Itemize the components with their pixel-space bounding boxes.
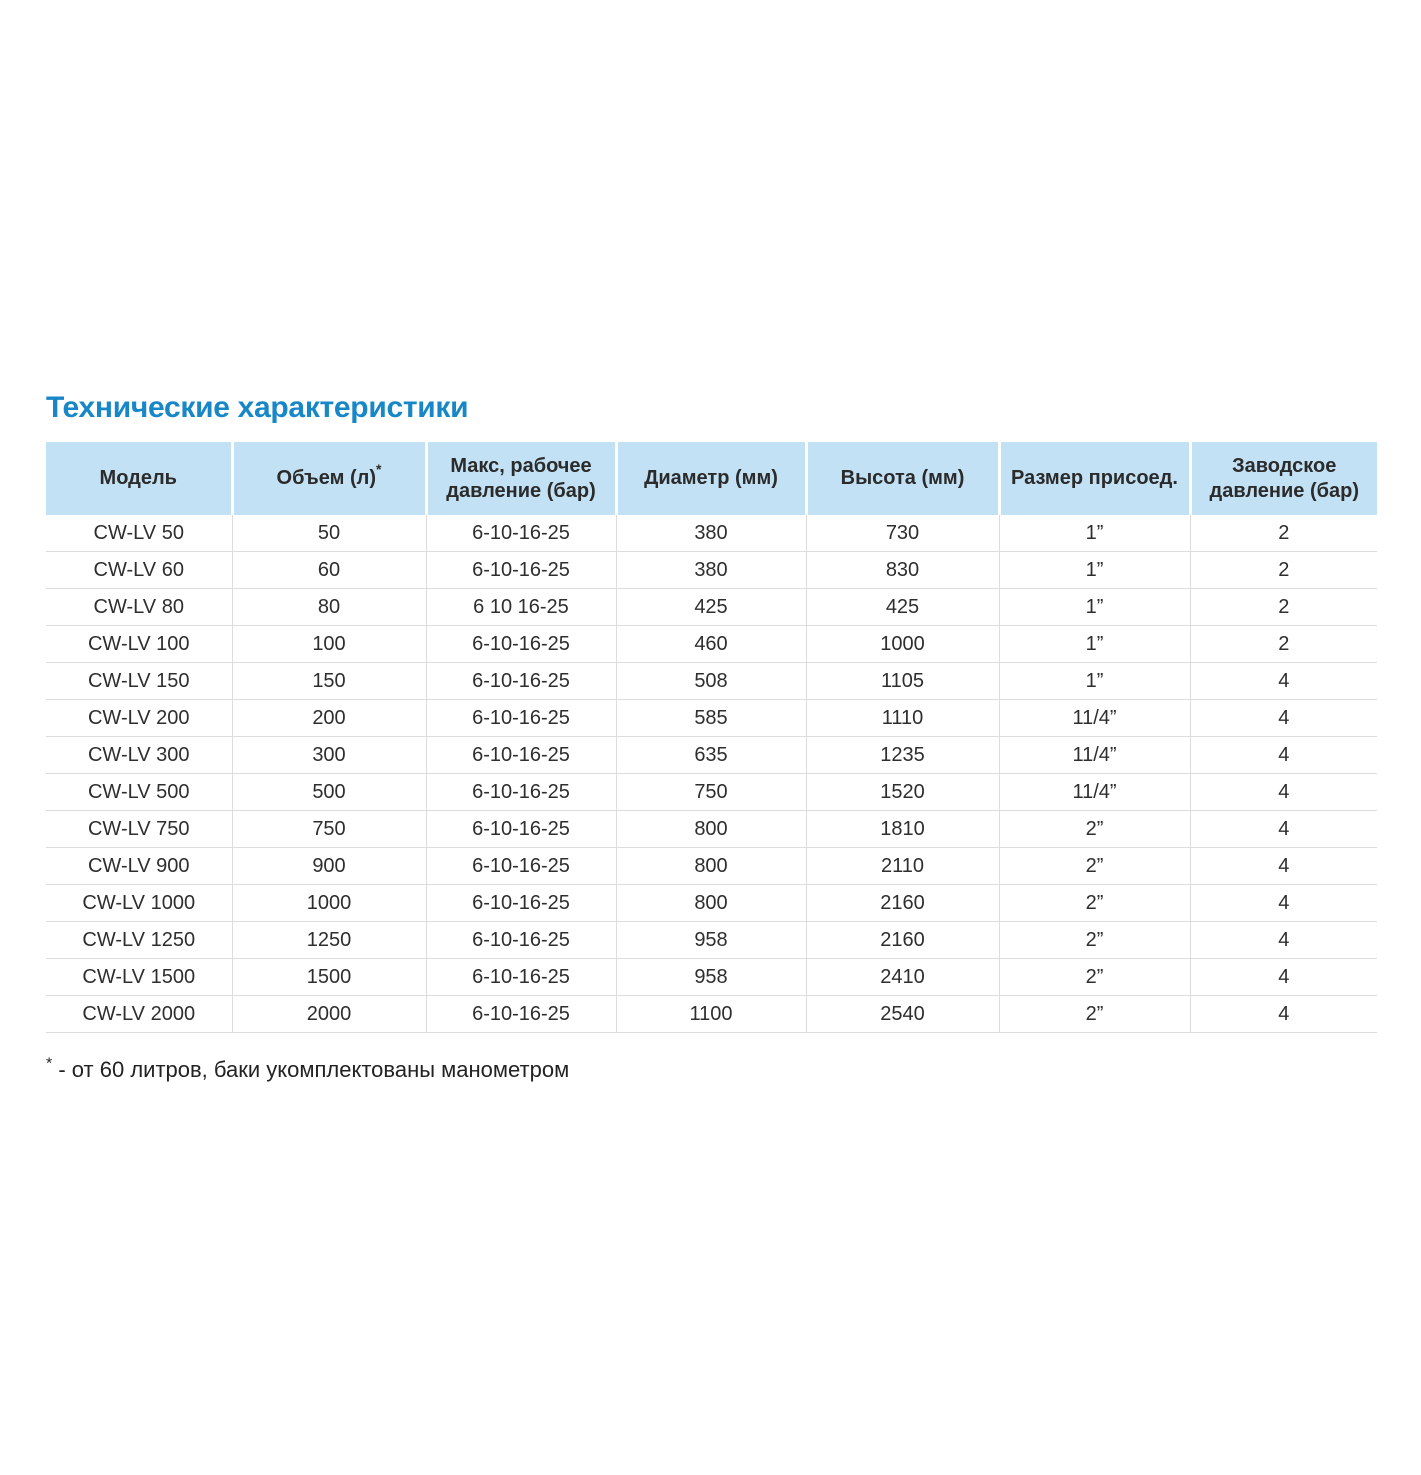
column-header-label: Заводское давление (бар) [1209,454,1359,502]
table-cell: 425 [616,589,806,626]
table-cell: 200 [232,700,426,737]
table-row [46,737,1377,774]
table-cell: 2540 [806,996,999,1033]
table-cell: 4 [1190,663,1377,700]
table-cell: 4 [1190,996,1377,1033]
table-row [46,996,1377,1033]
column-header-diameter [616,442,806,515]
table-row [46,515,1377,552]
table-cell: 1000 [806,626,999,663]
table-cell: 4 [1190,922,1377,959]
page-title: Технические характеристики [46,391,469,424]
footnote [46,1057,1378,1083]
table-cell: 900 [232,848,426,885]
table-cell: CW-LV 1500 [46,959,232,996]
table-cell: 6-10-16-25 [426,922,616,959]
table-cell: 830 [806,552,999,589]
table-cell: 800 [616,811,806,848]
column-header-model [46,442,232,515]
table-cell: 2” [999,996,1190,1033]
table-cell: 6-10-16-25 [426,626,616,663]
table-cell: 4 [1190,848,1377,885]
table-cell: 635 [616,737,806,774]
table-cell: 800 [616,885,806,922]
column-header-volume [232,442,426,515]
table-cell: 460 [616,626,806,663]
table-cell: CW-LV 150 [46,663,232,700]
table-cell: 958 [616,922,806,959]
table-cell: 2 [1190,552,1377,589]
column-header-label: Модель [99,467,177,489]
table-cell: 2 [1190,515,1377,552]
table-cell: 1” [999,626,1190,663]
table-cell: 1810 [806,811,999,848]
table-cell: 500 [232,774,426,811]
table-cell: 6-10-16-25 [426,996,616,1033]
table-header-row [46,442,1377,515]
table-cell: 2” [999,922,1190,959]
table-cell: 300 [232,737,426,774]
table-cell: 730 [806,515,999,552]
table-cell: 6-10-16-25 [426,700,616,737]
table-cell: 1000 [232,885,426,922]
table-cell: 750 [232,811,426,848]
table-cell: 380 [616,552,806,589]
table-cell: CW-LV 200 [46,700,232,737]
table-row [46,700,1377,737]
table-cell: 2” [999,811,1190,848]
table-cell: 1100 [616,996,806,1033]
table-cell: 1105 [806,663,999,700]
table-cell: 4 [1190,700,1377,737]
table-cell: CW-LV 1000 [46,885,232,922]
table-cell: 6-10-16-25 [426,959,616,996]
table-cell: 2 [1190,626,1377,663]
table-cell: CW-LV 2000 [46,996,232,1033]
table-cell: CW-LV 300 [46,737,232,774]
table-cell: 6-10-16-25 [426,515,616,552]
table-cell: 4 [1190,885,1377,922]
table-cell: 6 10 16-25 [426,589,616,626]
table-cell: 100 [232,626,426,663]
table-cell: 2110 [806,848,999,885]
table-cell: 11/4” [999,774,1190,811]
table-body [46,515,1377,1033]
table-cell: 2” [999,848,1190,885]
table-cell: CW-LV 60 [46,552,232,589]
table-cell: 80 [232,589,426,626]
table-cell: 11/4” [999,737,1190,774]
table-row [46,811,1377,848]
table-cell: 6-10-16-25 [426,885,616,922]
table-cell: 958 [616,959,806,996]
column-header-label: Макс, рабочее давление (бар) [446,454,596,502]
table-cell: 4 [1190,774,1377,811]
table-cell: 2160 [806,885,999,922]
table-cell: 508 [616,663,806,700]
table-row [46,774,1377,811]
column-header-label: Высота (мм) [840,467,965,489]
table-cell: CW-LV 80 [46,589,232,626]
specs-table [46,442,1377,1033]
table-cell: 4 [1190,959,1377,996]
table-cell: 6-10-16-25 [426,848,616,885]
table-cell: 2 [1190,589,1377,626]
column-header-label: Диаметр (мм) [644,467,778,489]
table-cell: 380 [616,515,806,552]
table-row [46,922,1377,959]
table-cell: 60 [232,552,426,589]
table-cell: 1” [999,663,1190,700]
footnote-asterisk: * [46,1055,53,1073]
table-cell: 50 [232,515,426,552]
table-cell: 4 [1190,811,1377,848]
table-row [46,885,1377,922]
page-content [46,391,1378,1083]
table-cell: CW-LV 750 [46,811,232,848]
table-row [46,959,1377,996]
table-cell: 2000 [232,996,426,1033]
footnote-text: - от 60 литров, баки укомплектованы манометром [58,1057,570,1082]
table-cell: 2160 [806,922,999,959]
table-cell: 2410 [806,959,999,996]
table-header [46,442,1377,515]
table-row [46,848,1377,885]
table-row [46,663,1377,700]
column-header-label: Объем (л) [276,467,376,489]
table-cell: 1250 [232,922,426,959]
column-header-max-pressure [426,442,616,515]
column-header-factory-pressure [1190,442,1377,515]
table-cell: 6-10-16-25 [426,663,616,700]
table-cell: 150 [232,663,426,700]
table-cell: 2” [999,959,1190,996]
table-cell: 1500 [232,959,426,996]
table-cell: 4 [1190,737,1377,774]
table-row [46,626,1377,663]
table-cell: 585 [616,700,806,737]
table-cell: 11/4” [999,700,1190,737]
table-cell: 6-10-16-25 [426,811,616,848]
table-cell: CW-LV 1250 [46,922,232,959]
table-cell: 1” [999,515,1190,552]
table-cell: 1” [999,589,1190,626]
table-cell: CW-LV 50 [46,515,232,552]
table-cell: 1” [999,552,1190,589]
volume-asterisk: * [376,461,382,478]
table-cell: CW-LV 100 [46,626,232,663]
table-cell: 6-10-16-25 [426,737,616,774]
table-cell: 1110 [806,700,999,737]
table-row [46,589,1377,626]
table-row [46,552,1377,589]
column-header-height [806,442,999,515]
table-cell: 425 [806,589,999,626]
table-cell: CW-LV 900 [46,848,232,885]
table-cell: 2” [999,885,1190,922]
table-cell: CW-LV 500 [46,774,232,811]
table-cell: 6-10-16-25 [426,552,616,589]
table-cell: 6-10-16-25 [426,774,616,811]
table-cell: 1520 [806,774,999,811]
column-header-label: Размер присоед. [1011,467,1178,489]
table-cell: 750 [616,774,806,811]
table-cell: 800 [616,848,806,885]
column-header-connection-size [999,442,1190,515]
table-cell: 1235 [806,737,999,774]
